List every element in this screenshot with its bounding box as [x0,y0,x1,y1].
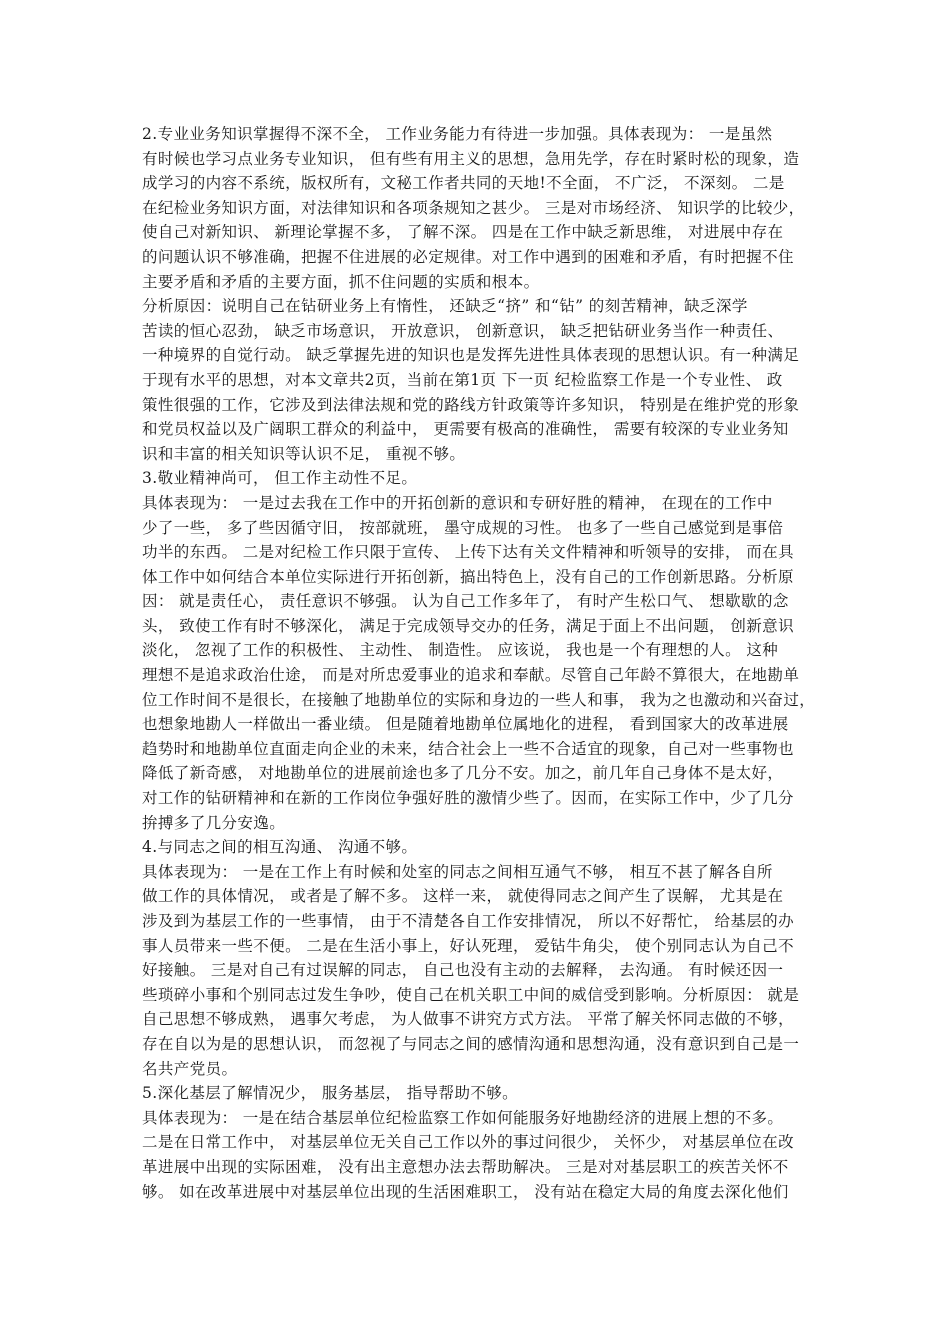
text-line: 名共产党员。 [142,1059,238,1078]
text-line: 自己思想不够成熟， 遇事欠考虑， 为人做事不讲究方式方法。 平常了解关怀同志做的不够， [142,1010,794,1029]
text-line: 降低了新奇感， 对地勘单位的进展前途也多了几分不安。加之，前几年自己身体不是太好， [142,764,784,783]
text-line: 分析原因：说明自己在钻研业务上有惰性， 还缺乏“挤” 和“钻” 的刻苦精神，缺乏深学 [142,297,748,316]
text-line: 拚搏多了几分安逸。 [142,813,286,832]
text-line: 成学习的内容不系统，版权所有，文秘工作者共同的天地!不全面， 不广泛， 不深刻。 二是 [142,174,785,193]
text-line: 2.专业业务知识掌握得不深不全， 工作业务能力有待进一步加强。具体表现为： 一是虽然 [142,125,773,143]
text-line: 做工作的具体情况， 或者是了解不多。 这样一来， 就使得同志之间产生了误解， 尤其是在 [142,887,784,906]
text-line: 二是在日常工作中， 对基层单位无关自己工作以外的事过问很少， 关怀少， 对基层单位在改 [142,1133,794,1152]
text-line: 具体表现为： 一是在结合基层单位纪检监察工作如何能服务好地勘经济的进展上想的不多。 [142,1108,784,1127]
text-line: 一种境界的自觉行动。 缺乏掌握先进的知识也是发挥先进性具体表现的思想认识。有一种满足 [142,346,800,365]
text-line: 识和丰富的相关知识等认识不足， 重视不够。 [142,444,466,463]
text-line: 理想不是追求政治仕途， 而是对所忠爱事业的追求和奉献。尽管自己年龄不算很大，在地勘单 [142,666,800,685]
text-line: 也想象地勘人一样做出一番业绩。 但是随着地勘单位属地化的进程， 看到国家大的改革进展 [142,715,789,734]
text-line: 因： 就是责任心， 责任意识不够强。 认为自己工作多年了， 有时产生松口气、 想歇歇的念 [142,592,789,611]
text-line: 使自己对新知识、 新理论掌握不多， 了解不深。 四是在工作中缺乏新思维， 对进展中存在 [142,223,784,242]
text-line: 和党员权益以及广阔职工群众的利益中， 更需要有极高的准确性， 需要有较深的专业业务知 [142,420,789,439]
text-line: 主要矛盾和矛盾的主要方面，抓不住问题的实质和根本。 [142,272,540,291]
text-line: 涉及到为基层工作的一些事情， 由于不清楚各自工作安排情况， 所以不好帮忙， 给基层的办 [142,912,794,930]
text-line: 革进展中出现的实际困难， 没有出主意想办法去帮助解决。 三是对对基层职工的疾苦关怀不 [142,1157,789,1176]
text-line: 少了一些， 多了些因循守旧， 按部就班， 墨守成规的习性。 也多了一些自己感觉到是事倍 [142,518,784,537]
text-line: 于现有水平的思想，对本文章共2页，当前在第1页 下一页 纪检监察工作是一个专业性、 政 [142,370,783,389]
text-line: 具体表现为： 一是在工作上有时候和处室的同志之间相互通气不够， 相互不甚了解各自所 [142,862,773,881]
text-line: 策性很强的工作，它涉及到法律法规和党的路线方针政策等许多知识， 特别是在维护党的形象 [142,395,800,414]
text-line: 有时候也学习点业务专业知识， 但有些有用主义的思想，急用先学，存在时紧时松的现象，造 [142,149,800,168]
text-line: 淡化， 忽视了工作的积极性、 主动性、 制造性。 应该说， 我也是一个有理想的人。 这种 [142,641,779,660]
text-line: 事人员带来一些不便。 二是在生活小事上，好认死理， 爱钻牛角尖， 使个别同志认为自己不 [142,936,794,955]
text-line: 些琐碎小事和个别同志过发生争吵，使自己在机关职工中间的威信受到影响。分析原因： 就是 [142,985,800,1004]
text-line: 位工作时间不是很长，在接触了地勘单位的实际和身边的一些人和事， 我为之也激动和兴奋过， [142,690,816,709]
text-line: 体工作中如何结合本单位实际进行开拓创新，搞出特色上，没有自己的工作创新思路。分析原 [142,567,794,586]
text-line: 苦读的恒心忍劲， 缺乏市场意识， 开放意识， 创新意识， 缺乏把钻研业务当作一种责任、 [142,321,784,340]
text-line: 具体表现为： 一是过去我在工作中的开拓创新的意识和专研好胜的精神， 在现在的工作中 [142,493,773,512]
text-line: 3.敬业精神尚可， 但工作主动性不足。 [142,469,418,488]
body-text [142,122,822,1204]
text-line: 功半的东西。 二是对纪检工作只限于宣传、 上传下达有关文件精神和听领导的安排， 而在具 [142,543,794,562]
text-line: 存在自以为是的思想认识， 而忽视了与同志之间的感情沟通和思想沟通，没有意识到自己是一 [142,1034,800,1053]
text-line: 够。 如在改革进展中对基层单位出现的生活困难职工， 没有站在稳定大局的角度去深化他们 [142,1182,789,1201]
text-line: 在纪检业务知识方面，对法律知识和各项条规知之甚少。 三是对市场经济、 知识学的比较少， [142,198,805,217]
text-line: 的问题认识不够准确，把握不住进展的必定规律。对工作中遇到的困难和矛盾，有时把握不住 [142,247,794,266]
text-line: 4.与同志之间的相互沟通、 沟通不够。 [142,838,418,857]
text-line: 趋势时和地勘单位直面走向企业的未来，结合社会上一些不合适宜的现象，自己对一些事物也 [142,739,794,758]
text-line: 好接触。 三是对自己有过误解的同志， 自己也没有主动的去解释， 去沟通。 有时候还因一 [142,961,784,980]
text-line: 5.深化基层了解情况少， 服务基层， 指导帮助不够。 [142,1084,519,1103]
text-line: 对工作的钻研精神和在新的工作岗位争强好胜的激情少些了。因而，在实际工作中，少了几分 [142,789,794,808]
text-line: 头， 致使工作有时不够深化， 满足于完成领导交办的任务，满足于面上不出问题， 创新意识 [142,616,794,635]
